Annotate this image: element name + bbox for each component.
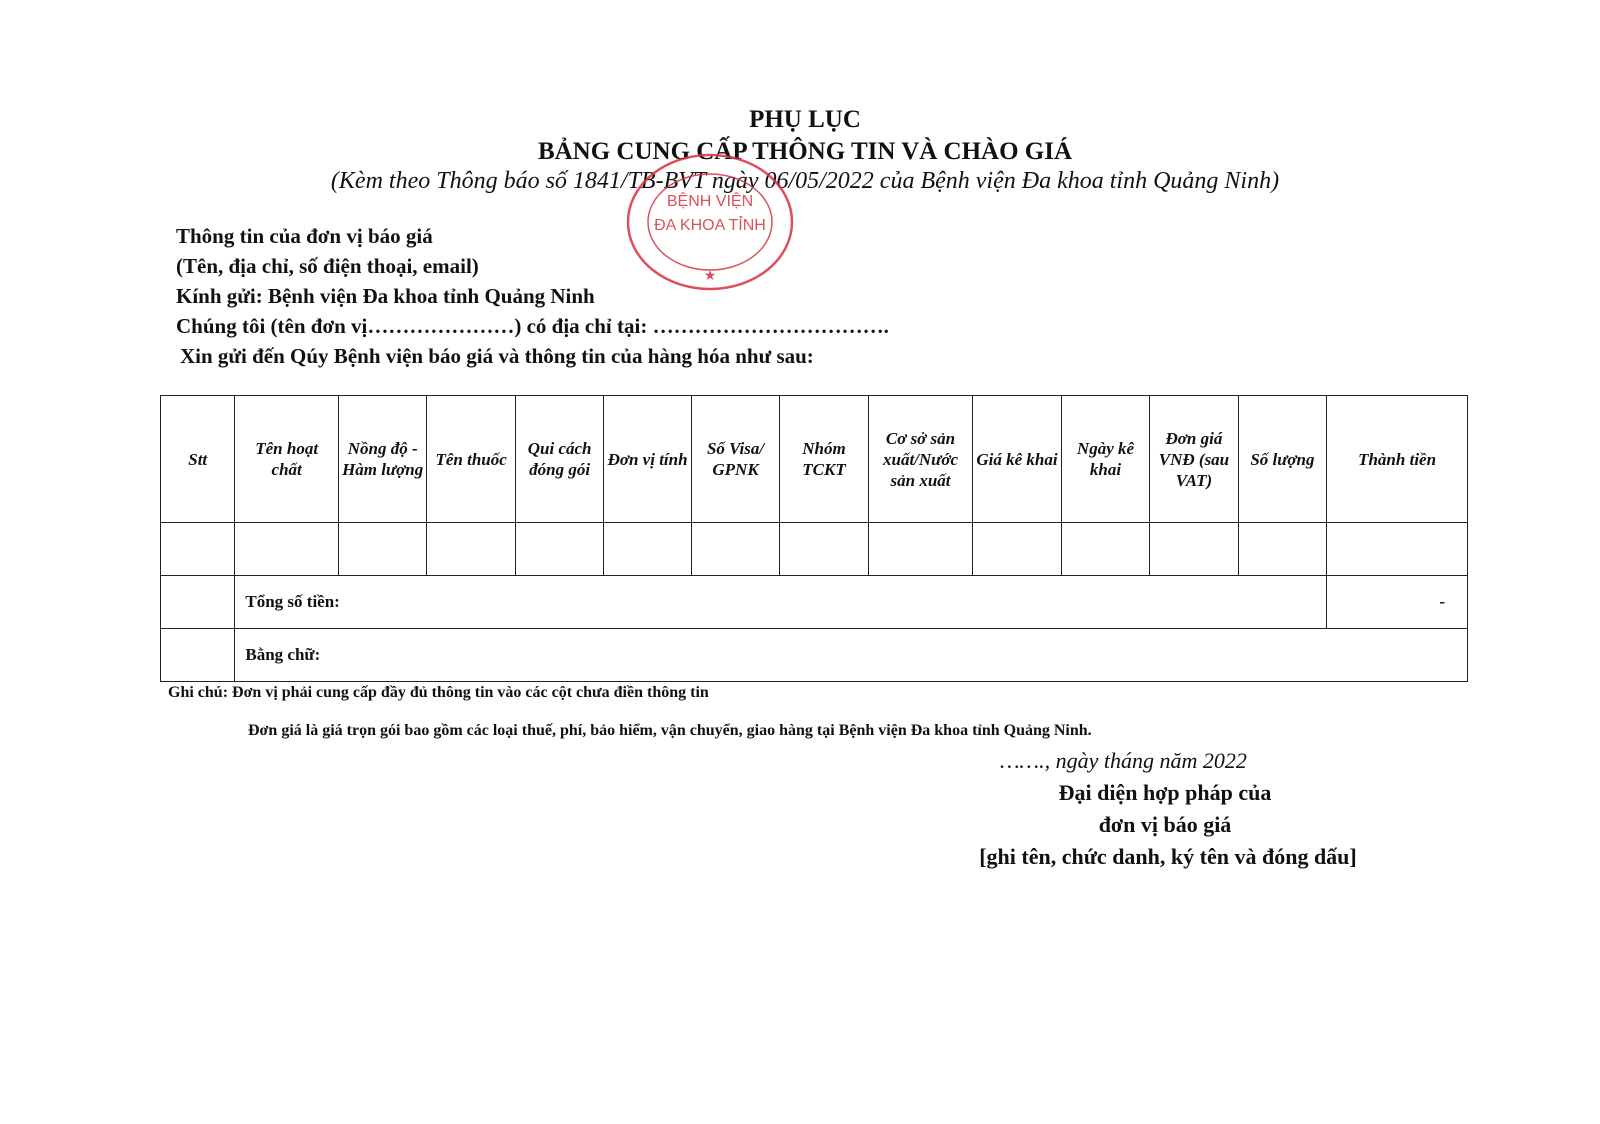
info-fields: (Tên, địa chỉ, số điện thoại, email) xyxy=(176,254,479,278)
table-cell[interactable] xyxy=(604,523,691,576)
table-cell[interactable] xyxy=(1150,523,1238,576)
header-stt: Stt xyxy=(161,396,235,523)
table-row xyxy=(161,523,1468,576)
table-cell[interactable] xyxy=(780,523,868,576)
date-line: ……., ngày tháng năm 2022 xyxy=(1000,748,1247,773)
table-cell[interactable] xyxy=(868,523,973,576)
header-active-ingredient: Tên hoạt chất xyxy=(235,396,339,523)
table-cell[interactable] xyxy=(161,523,235,576)
intro-line: Xin gửi đến Qúy Bệnh viện báo giá và thông tin của hàng hóa như sau: xyxy=(180,344,814,368)
header-amount: Thành tiền xyxy=(1327,396,1468,523)
company-line: Chúng tôi (tên đơn vị…………………) có địa chỉ tại: ……………………………. xyxy=(176,314,889,338)
document-title: BẢNG CUNG CẤP THÔNG TIN VÀ CHÀO GIÁ xyxy=(537,138,1073,165)
table-cell[interactable] xyxy=(338,523,426,576)
table-cell[interactable] xyxy=(235,523,339,576)
header-declared-date: Ngày kê khai xyxy=(1061,396,1149,523)
header-visa: Số Visa/ GPNK xyxy=(691,396,779,523)
signature-title-1: Đại diện hợp pháp của xyxy=(1058,780,1272,805)
total-row xyxy=(161,576,1468,629)
header-declared-price: Giá kê khai xyxy=(973,396,1061,523)
total-label: Tổng số tiền: xyxy=(235,576,1327,629)
hospital-stamp xyxy=(624,152,796,292)
table-cell[interactable] xyxy=(973,523,1061,576)
note-line-2: Đơn giá là giá trọn gói bao gồm các loại thuế, phí, bảo hiểm, vận chuyển, giao hàng tại Bệnh viện Đa khoa tỉnh Quảng Ninh. xyxy=(248,722,1092,739)
table-cell[interactable] xyxy=(1061,523,1149,576)
info-heading: Thông tin của đơn vị báo giá xyxy=(176,224,433,248)
table-cell[interactable] xyxy=(515,523,603,576)
stamp-text-2: ĐA KHOA TỈNH xyxy=(654,217,766,234)
table-header-row xyxy=(161,396,1468,523)
header-unit-price: Đơn giá VNĐ (sau VAT) xyxy=(1150,396,1238,523)
recipient-line: Kính gửi: Bệnh viện Đa khoa tỉnh Quảng Ninh xyxy=(176,284,595,308)
header-drug-name: Tên thuốc xyxy=(427,396,515,523)
table-cell[interactable] xyxy=(1238,523,1326,576)
words-label[interactable]: Bằng chữ: xyxy=(235,629,1468,682)
note-line-1: Ghi chú: Đơn vị phải cung cấp đầy đủ thông tin vào các cột chưa điền thông tin xyxy=(168,684,709,701)
table-cell[interactable] xyxy=(1327,523,1468,576)
table-cell xyxy=(161,629,235,682)
signature-instruction: [ghi tên, chức danh, ký tên và đóng dấu] xyxy=(979,844,1357,869)
header-packaging: Qui cách đóng gói xyxy=(515,396,603,523)
signature-title-2: đơn vị báo giá xyxy=(1098,812,1232,837)
table-cell[interactable] xyxy=(691,523,779,576)
reference-line: (Kèm theo Thông báo số 1841/TB-BVT ngày 06/05/2022 của Bệnh viện Đa khoa tỉnh Quảng Ninh) xyxy=(330,168,1280,194)
stamp-text-1: BỆNH VIỆN xyxy=(666,193,754,210)
total-value[interactable]: - xyxy=(1327,576,1468,629)
header-manufacturer: Cơ sở sản xuất/Nước sản xuất xyxy=(868,396,973,523)
words-row xyxy=(161,629,1468,682)
quotation-table xyxy=(160,395,1468,682)
header-unit: Đơn vị tính xyxy=(604,396,691,523)
stamp-star-icon: ★ xyxy=(703,269,717,284)
table-cell[interactable] xyxy=(427,523,515,576)
header-quantity: Số lượng xyxy=(1238,396,1326,523)
header-concentration: Nồng độ - Hàm lượng xyxy=(338,396,426,523)
appendix-title: PHỤ LỤC xyxy=(749,106,861,133)
header-group: Nhóm TCKT xyxy=(780,396,868,523)
table-cell xyxy=(161,576,235,629)
